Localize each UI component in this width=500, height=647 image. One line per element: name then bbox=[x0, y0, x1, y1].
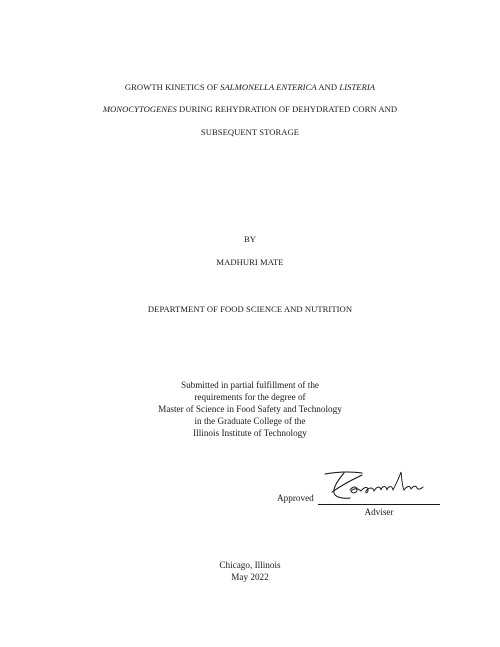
adviser-label: Adviser bbox=[364, 507, 394, 517]
location: Chicago, Illinois bbox=[219, 560, 281, 570]
submission-line-5: Illinois Institute of Technology bbox=[193, 428, 307, 438]
department-name: DEPARTMENT OF FOOD SCIENCE AND NUTRITION bbox=[147, 304, 353, 314]
title-text: AND bbox=[316, 82, 340, 92]
submission-line-4: in the Graduate College of the bbox=[194, 416, 306, 426]
title-organism-listeria: LISTERIA bbox=[339, 82, 376, 92]
title-organism-salmonella: SALMONELLA ENTERICA bbox=[220, 82, 317, 92]
author-name: MADHURI MATE bbox=[216, 257, 284, 267]
title-text: GROWTH KINETICS OF bbox=[124, 82, 221, 92]
title-text: DURING REHYDRATION OF DEHYDRATED CORN AND bbox=[176, 104, 398, 114]
thesis-title-line-2 bbox=[0, 104, 500, 115]
approved-label: Approved bbox=[277, 493, 314, 503]
approval-row bbox=[0, 492, 500, 508]
thesis-title-line-1 bbox=[0, 82, 500, 93]
thesis-title-line-3: SUBSEQUENT STORAGE bbox=[200, 127, 300, 137]
submission-line-1: Submitted in partial fulfillment of the bbox=[180, 380, 320, 390]
submission-line-3: Master of Science in Food Safety and Technology bbox=[158, 404, 342, 414]
title-organism-monocytogenes: MONOCYTOGENES bbox=[102, 104, 177, 114]
by-label: BY bbox=[243, 234, 257, 244]
submission-date: May 2022 bbox=[231, 572, 269, 582]
signature-line bbox=[318, 504, 440, 505]
submission-line-2: requirements for the degree of bbox=[194, 392, 306, 402]
